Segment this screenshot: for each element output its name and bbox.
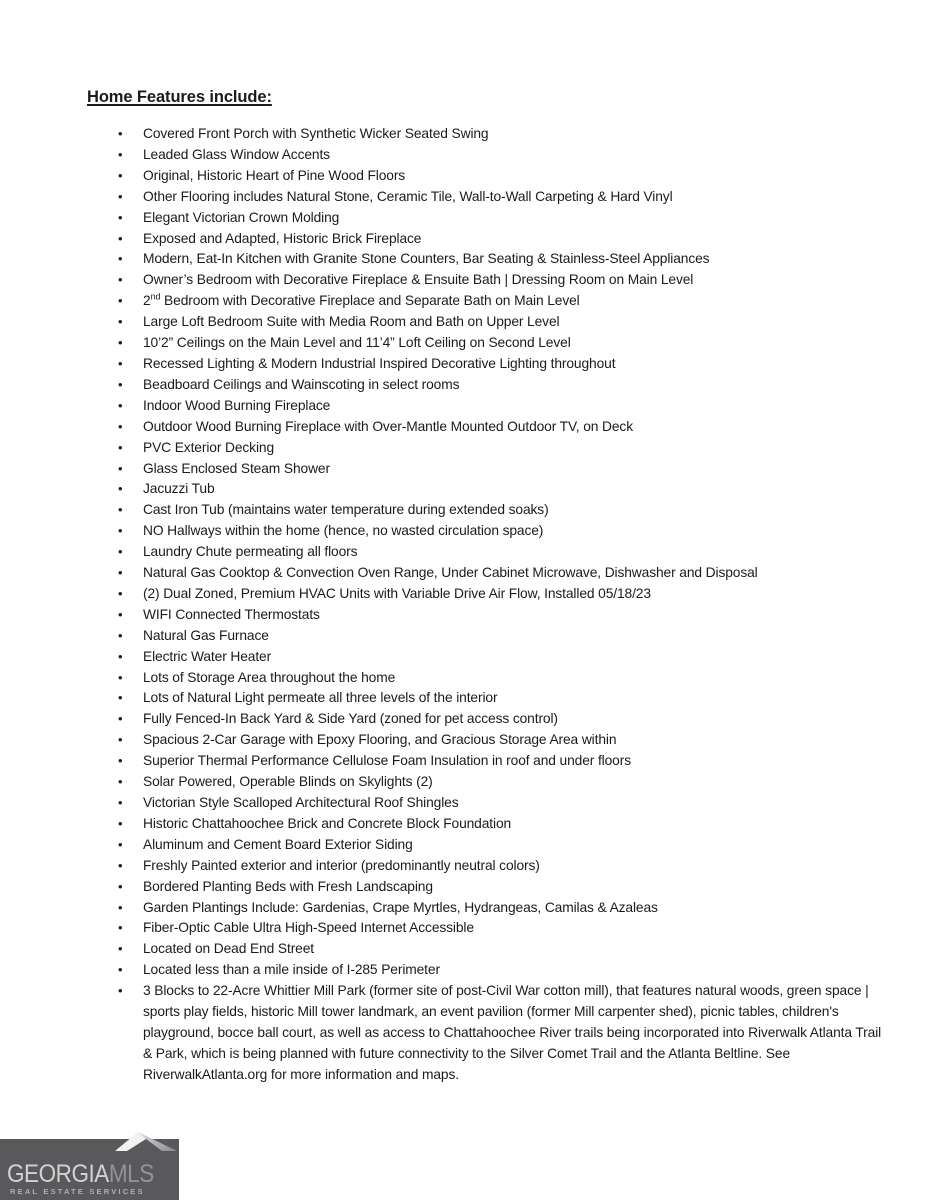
list-item-text: Large Loft Bedroom Suite with Media Room and Bath on Upper Level [143,314,560,330]
list-item [118,960,890,981]
bullet-icon: • [118,439,123,455]
bullet-icon: • [118,565,123,581]
bullet-icon: • [118,460,123,476]
list-item-text: Natural Gas Cooktop & Convection Oven Range, Under Cabinet Microwave, Dishwasher and Disposal [143,565,758,581]
bullet-icon: • [118,126,123,141]
bullet-icon: • [118,941,123,957]
list-item [118,479,890,500]
list-item-text: NO Hallways within the home (hence, no wasted circulation space) [143,523,544,539]
list-item [118,187,890,208]
bullet-icon: • [118,230,123,246]
list-item [118,291,890,312]
logo-text-georgia: GEORGIA [7,1160,109,1188]
bullet-icon: • [118,418,123,434]
list-item-text: Laundry Chute permeating all floors [143,544,358,560]
bullet-icon: • [118,920,123,936]
list-item-text: Spacious 2-Car Garage with Epoxy Flooring, and Gracious Storage Area within [143,732,617,748]
page-title: Home Features include: [87,88,272,106]
list-item [118,333,890,354]
bullet-icon: • [118,355,123,371]
list-item-text: Electric Water Heater [143,648,272,664]
list-item [118,521,890,542]
bullet-icon: • [118,523,123,539]
bullet-icon: • [118,167,123,183]
list-item-text: Aluminum and Cement Board Exterior Siding [143,836,413,852]
list-item [118,459,890,480]
list-item-text: Garden Plantings Include: Gardenias, Crape Myrtles, Hydrangeas, Camilas & Azaleas [143,899,658,915]
list-item-text: Jacuzzi Tub [143,481,215,497]
list-item-text: PVC Exterior Decking [143,439,275,455]
ordinal-superscript: nd [150,291,161,302]
list-item [118,793,890,814]
list-item [118,438,890,459]
bullet-icon: • [118,711,123,727]
list-item-text: Recessed Lighting & Modern Industrial Inspired Decorative Lighting throughout [143,355,616,371]
list-item [118,312,890,333]
list-item [118,918,890,939]
bullet-icon: • [118,753,123,769]
list-item-text: Located on Dead End Street [143,941,314,957]
list-item-text: Fully Fenced-In Back Yard & Side Yard (zoned for pet access control) [143,711,558,727]
list-item [118,898,890,919]
bullet-icon: • [118,983,123,999]
list-item-text: Lots of Storage Area throughout the home [143,669,396,685]
list-item-text: Located less than a mile inside of I-285 Perimeter [143,962,440,978]
bullet-icon: • [118,502,123,518]
list-item-text: Elegant Victorian Crown Molding [143,209,340,225]
list-item [118,939,890,960]
bullet-icon: • [118,314,123,330]
list-item [118,814,890,835]
list-item-text: Leaded Glass Window Accents [143,146,330,162]
list-item [118,709,890,730]
list-item-text: Beadboard Ceilings and Wainscoting in select rooms [143,376,460,392]
list-item-text: Freshly Painted exterior and interior (predominantly neutral colors) [143,857,540,873]
list-item-text: Other Flooring includes Natural Stone, Ceramic Tile, Wall-to-Wall Carpeting & Hard Vinyl [143,188,673,204]
list-item-text: Glass Enclosed Steam Shower [143,460,330,476]
list-item-text: Indoor Wood Burning Fireplace [143,397,331,413]
list-item [118,772,890,793]
bullet-icon: • [118,899,123,915]
list-item-text: Owner’s Bedroom with Decorative Fireplace & Ensuite Bath | Dressing Room on Main Level [143,272,694,288]
bullet-icon: • [118,815,123,831]
list-item [118,417,890,438]
bullet-icon: • [118,962,123,978]
bullet-icon: • [118,669,123,685]
bullet-icon: • [118,293,123,309]
list-item [118,500,890,521]
list-item [118,229,890,250]
list-item-text: Historic Chattahoochee Brick and Concrete Block Foundation [143,815,512,831]
bullet-icon: • [118,335,123,351]
bullet-icon: • [118,585,123,601]
list-item [118,981,890,1086]
bullet-icon: • [118,836,123,852]
list-item [118,542,890,563]
list-item-text: Cast Iron Tub (maintains water temperature during extended soaks) [143,502,549,518]
logo-tagline: REAL ESTATE SERVICES [10,1187,145,1196]
list-item-text: Solar Powered, Operable Blinds on Skylights (2) [143,774,433,790]
list-item [118,877,890,898]
list-item-text: 2nd Bedroom with Decorative Fireplace and Separate Bath on Main Level [143,291,580,309]
bullet-icon: • [118,376,123,392]
list-item [118,166,890,187]
list-item [118,835,890,856]
list-item [118,145,890,166]
bullet-icon: • [118,878,123,894]
list-item-text: Modern, Eat-In Kitchen with Granite Stone Counters, Bar Seating & Stainless-Steel Appliances [143,251,710,267]
bullet-icon: • [118,857,123,873]
list-item-text: Bordered Planting Beds with Fresh Landscaping [143,878,433,894]
bullet-icon: • [118,146,123,162]
list-item [118,563,890,584]
list-item [118,584,890,605]
bullet-icon: • [118,774,123,790]
bullet-icon: • [118,272,123,288]
list-item [118,208,890,229]
list-item-text: WIFI Connected Thermostats [143,606,320,622]
bullet-icon: • [118,544,123,560]
list-item-text: Covered Front Porch with Synthetic Wicker Seated Swing [143,126,489,141]
list-item-text: Superior Thermal Performance Cellulose Foam Insulation in roof and under floors [143,753,631,769]
list-item [118,751,890,772]
list-item [118,270,890,291]
list-item [118,668,890,689]
bullet-icon: • [118,795,123,810]
list-item [118,354,890,375]
logo-wordmark [7,1162,154,1187]
list-item [118,730,890,751]
bullet-icon: • [118,397,123,413]
bullet-icon: • [118,209,123,225]
list-item-text: Lots of Natural Light permeate all three levels of the interior [143,690,498,706]
list-item [118,626,890,647]
logo-text-mls: MLS [108,1160,154,1188]
list-item-text: 3 Blocks to 22-Acre Whittier Mill Park (former site of post-Civil War cotton mill), that features natural woods, green space | sports play fields, historic Mill tower landmark, an event pavilion (former Mill carpenter shed), picnic tables, children's playground, bocce ball court, as well as access to Chattahoochee River trails being incorporated into Riverwalk Atlanta Trail & Park, which is being planned with future connectivity to the Silver Comet Trail and the Atlanta Beltline. See RiverwalkAtlanta.org for more information and maps. [143,983,882,1082]
bullet-icon: • [118,188,123,204]
bullet-icon: • [118,481,123,497]
list-item [118,124,890,145]
bullet-icon: • [118,732,123,748]
bullet-icon: • [118,606,123,622]
list-item [118,688,890,709]
bullet-icon: • [118,251,123,267]
list-item [118,396,890,417]
list-item-text: Outdoor Wood Burning Fireplace with Over-Mantle Mounted Outdoor TV, on Deck [143,418,633,434]
list-item [118,647,890,668]
list-item-text: Exposed and Adapted, Historic Brick Fireplace [143,230,422,246]
bullet-icon: • [118,690,123,706]
roof-icon [105,1127,177,1163]
list-item-text: Fiber-Optic Cable Ultra High-Speed Internet Accessible [143,920,474,936]
list-item-text: Natural Gas Furnace [143,627,269,643]
georgia-mls-logo [0,1139,179,1200]
list-item [118,249,890,270]
features-list [118,124,890,1086]
list-item-text: (2) Dual Zoned, Premium HVAC Units with Variable Drive Air Flow, Installed 05/18/23 [143,585,651,601]
bullet-icon: • [118,627,123,643]
list-item [118,856,890,877]
list-item-text: 10’2” Ceilings on the Main Level and 11’4” Loft Ceiling on Second Level [143,335,571,351]
list-item-text: Victorian Style Scalloped Architectural Roof Shingles [143,795,459,810]
bullet-icon: • [118,648,123,664]
list-item-text: Original, Historic Heart of Pine Wood Floors [143,167,406,183]
list-item [118,605,890,626]
list-item [118,375,890,396]
